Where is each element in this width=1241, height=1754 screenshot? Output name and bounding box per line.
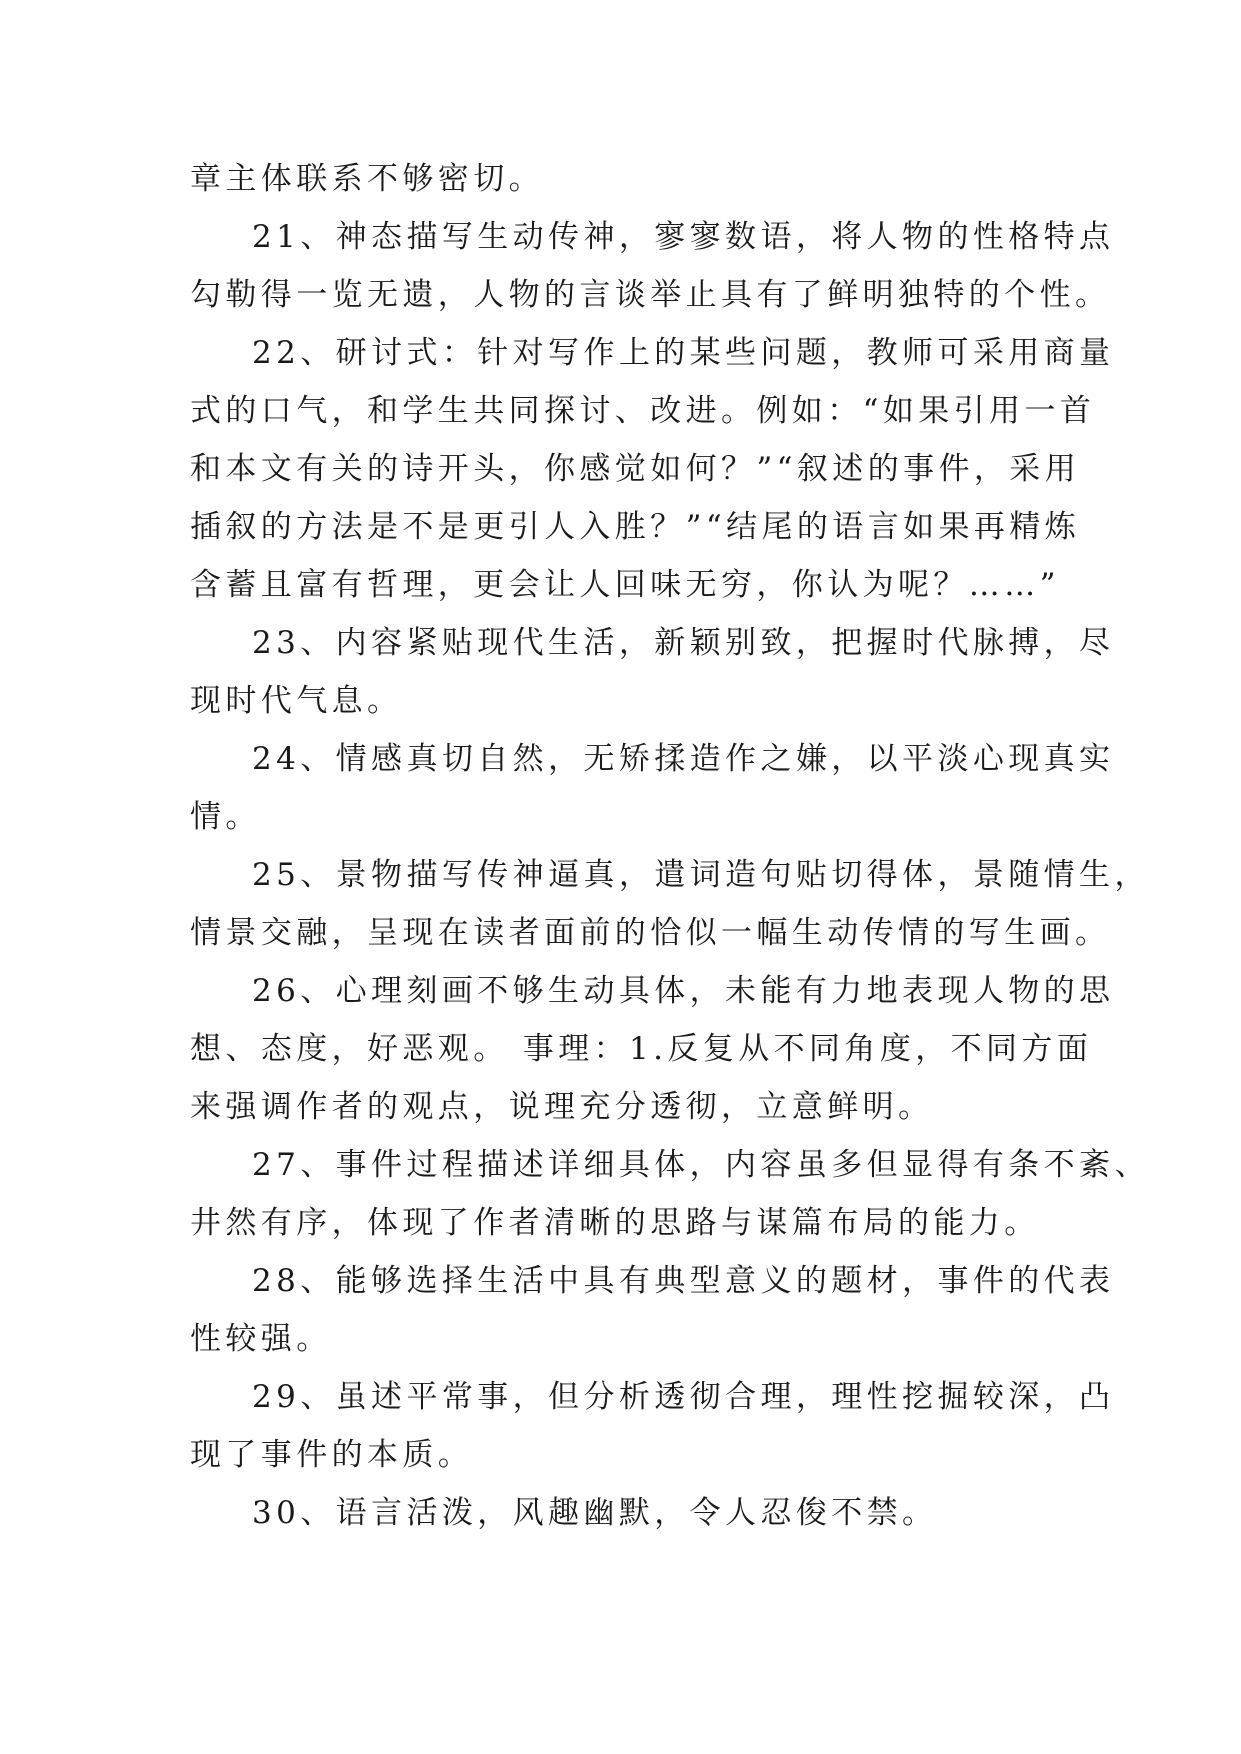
- text-line: 30、语言活泼，风趣幽默，令人忍俊不禁。: [252, 1495, 938, 1531]
- text-line: 26、心理刻画不够生动具体，未能有力地表现人物的思: [252, 973, 1115, 1009]
- text-line: 井然有序，体现了作者清晰的思路与谋篇布局的能力。: [190, 1205, 1040, 1241]
- text-line: 含蓄且富有哲理，更会让人回味无穷，你认为呢？……”: [190, 567, 1060, 603]
- text-line: 和本文有关的诗开头，你感觉如何？”“叙述的事件，采用: [190, 451, 1081, 487]
- text-line: 情。: [190, 799, 261, 835]
- text-line: 28、能够选择生活中具有典型意义的题材，事件的代表: [252, 1263, 1115, 1299]
- text-line: 性较强。: [190, 1321, 332, 1357]
- text-line: 23、内容紧贴现代生活，新颖别致，把握时代脉搏，尽: [252, 625, 1115, 661]
- text-line: 22、研讨式：针对写作上的某些问题，教师可采用商量: [252, 335, 1115, 371]
- text-line: 来强调作者的观点，说理充分透彻，立意鲜明。: [190, 1089, 934, 1125]
- text-line: 勾勒得一览无遗，人物的言谈举止具有了鲜明独特的个性。: [190, 277, 1111, 313]
- text-line: 式的口气，和学生共同探讨、改进。例如：“如果引用一首: [190, 393, 1096, 429]
- text-line: 现时代气息。: [190, 683, 403, 719]
- document-body: [190, 160, 1150, 1552]
- text-line: 27、事件过程描述详细具体，内容虽多但显得有条不紊、: [252, 1147, 1150, 1183]
- text-line: 插叙的方法是不是更引人入胜？”“结尾的语言如果再精炼: [190, 509, 1081, 545]
- text-line: 21、神态描写生动传神，寥寥数语，将人物的性格特点: [252, 219, 1115, 255]
- text-line: 24、情感真切自然，无矫揉造作之嫌，以平淡心现真实: [252, 741, 1115, 777]
- text-line: 想、态度，好恶观。 事理：1.反复从不同角度，不同方面: [190, 1031, 1093, 1067]
- text-line: 章主体联系不够密切。: [190, 161, 544, 197]
- text-line: 25、景物描写传神逼真，遣词造句贴切得体，景随情生，: [252, 857, 1150, 893]
- text-line: 现了事件的本质。: [190, 1437, 474, 1473]
- text-line: 情景交融，呈现在读者面前的恰似一幅生动传情的写生画。: [190, 915, 1111, 951]
- text-line: 29、虽述平常事，但分析透彻合理，理性挖掘较深，凸: [252, 1379, 1115, 1415]
